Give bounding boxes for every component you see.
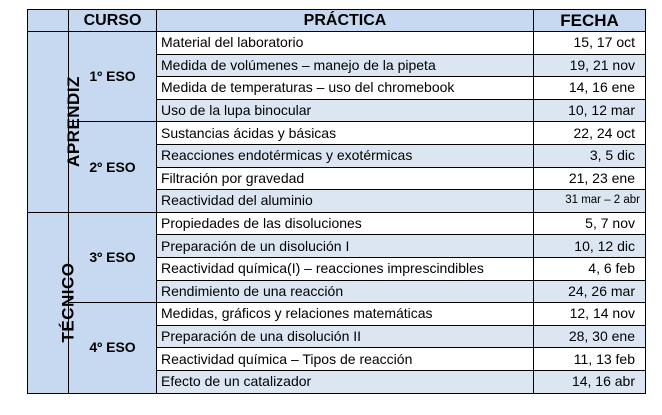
course-cell: 2º ESO <box>69 122 157 212</box>
course-cell: 1º ESO <box>69 32 157 122</box>
practice-date: 10, 12 dic <box>534 235 646 258</box>
practice-title: Rendimiento de una reacción <box>157 280 534 303</box>
header-corner <box>28 10 69 32</box>
practice-title: Reactividad química – Tipos de reacción <box>157 348 534 371</box>
level-label: TÉCNICO <box>58 262 78 343</box>
practice-date: 3, 5 dic <box>534 144 646 167</box>
practice-date: 28, 30 ene <box>534 325 646 348</box>
level-cell <box>28 212 78 393</box>
table-row <box>28 303 646 326</box>
practice-title: Preparación de un disolución I <box>157 235 534 258</box>
course-cell: 3º ESO <box>69 212 157 302</box>
level-cell <box>28 32 83 213</box>
practice-date: 14, 16 abr <box>534 370 646 393</box>
practice-date: 22, 24 oct <box>534 122 646 145</box>
practice-title: Sustancias ácidas y básicas <box>157 122 534 145</box>
practice-date: 24, 26 mar <box>534 280 646 303</box>
practice-title: Propiedades de las disoluciones <box>157 212 534 235</box>
table-row <box>28 212 646 235</box>
practice-date: 31 mar – 2 abr <box>534 190 646 213</box>
practice-date: 5, 7 nov <box>534 212 646 235</box>
practice-title: Reactividad del aluminio <box>157 190 534 213</box>
level-label: APRENDIZ <box>63 75 83 167</box>
practice-title: Efecto de un catalizador <box>157 370 534 393</box>
table-body <box>28 10 646 394</box>
practice-title: Uso de la lupa binocular <box>157 99 534 122</box>
table-row <box>28 32 646 55</box>
practice-title: Preparación de una disolución II <box>157 325 534 348</box>
practice-date: 21, 23 ene <box>534 167 646 190</box>
practice-title: Medida de volúmenes – manejo de la pipeta <box>157 54 534 77</box>
course-cell: 4º ESO <box>69 303 157 393</box>
practice-date: 19, 21 nov <box>534 54 646 77</box>
practice-title: Filtración por gravedad <box>157 167 534 190</box>
header-fecha: FECHA <box>534 10 646 32</box>
header-row <box>28 10 646 32</box>
practice-title: Reacciones endotérmicas y exotérmicas <box>157 144 534 167</box>
practice-date: 11, 13 feb <box>534 348 646 371</box>
practice-schedule-table <box>27 9 646 394</box>
practice-date: 4, 6 feb <box>534 257 646 280</box>
practice-title: Medidas, gráficos y relaciones matemáticas <box>157 303 534 326</box>
practice-date: 12, 14 nov <box>534 303 646 326</box>
header-practica: PRÁCTICA <box>157 10 534 32</box>
table-row <box>28 122 646 145</box>
practice-date: 10, 12 mar <box>534 99 646 122</box>
practice-title: Material del laboratorio <box>157 32 534 55</box>
practice-date: 15, 17 oct <box>534 32 646 55</box>
practice-date: 14, 16 ene <box>534 77 646 100</box>
practice-title: Medida de temperaturas – uso del chromebook <box>157 77 534 100</box>
practice-title: Reactividad química(I) – reacciones imprescindibles <box>157 257 534 280</box>
header-curso: CURSO <box>69 10 157 32</box>
